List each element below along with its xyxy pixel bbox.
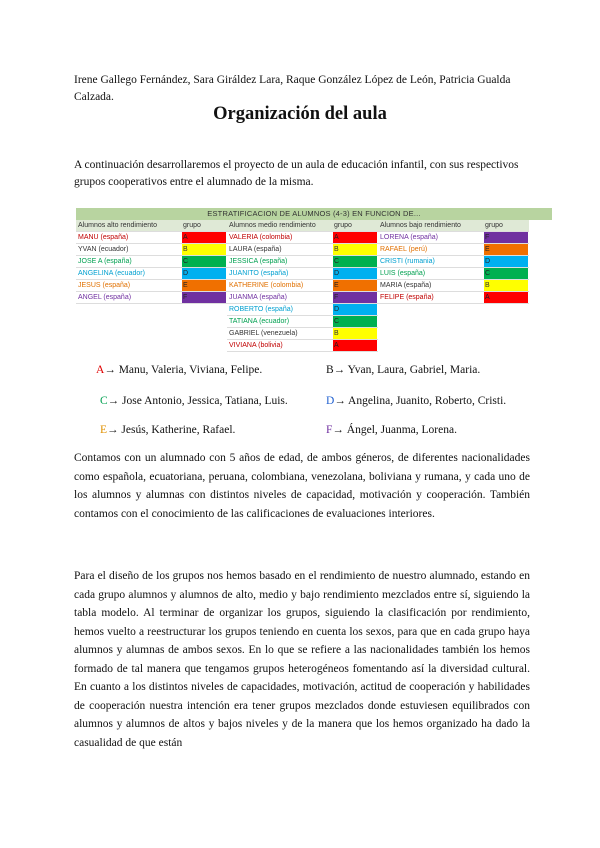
legend-text: → Jesús, Katherine, Rafael. [107, 424, 236, 436]
table-row [378, 256, 529, 268]
student-name: LAURA (españa) [229, 246, 282, 253]
table-row [378, 268, 529, 280]
body-paragraph-1: Contamos con un alumnado con 5 años de edad, de ambos géneros, de diferentes nacionalidades como española, ecuatoriana, peruana, colombiana, venezolana, boliviana y rumana, y cada uno de los alumnos y alumnas con distintos niveles de capacidad, motivación y cooperación. También contamos con el conocimiento de las calificaciones de evaluaciones interiores. [74, 452, 530, 520]
student-name: LUIS (españa) [380, 270, 426, 277]
stratification-table [76, 208, 552, 352]
legend-item-e [100, 424, 235, 436]
group-cell: A [333, 340, 377, 351]
table-columns [76, 220, 552, 352]
table-row [378, 280, 529, 292]
table-row [76, 292, 227, 304]
student-name: ANGELINA (ecuador) [78, 270, 145, 277]
column-header-row [227, 220, 378, 232]
legend-item-d [326, 395, 506, 407]
legend-letter: A [96, 364, 105, 376]
student-name: TATIANA (ecuador) [229, 318, 290, 325]
group-cell: D [333, 304, 377, 315]
authors: Irene Gallego Fernández, Sara Giráldez Lara, Raque González López de León, Patricia Gualda Calzada. [74, 74, 511, 103]
table-row [76, 268, 227, 280]
legend-letter: B [326, 364, 334, 376]
table-row [76, 280, 227, 292]
legend-text: → Angelina, Juanito, Roberto, Cristi. [334, 395, 507, 407]
student-name: ANGEL (españa) [78, 294, 132, 301]
group-cell: A [182, 232, 226, 243]
legend-text: → Ángel, Juanma, Lorena. [332, 424, 457, 436]
table-row [227, 316, 378, 328]
table-row [76, 256, 227, 268]
table-column [378, 220, 529, 352]
legend-letter: C [100, 395, 108, 407]
group-cell: C [182, 256, 226, 267]
table-row [378, 232, 529, 244]
student-name: ROBERTO (españa) [229, 306, 293, 313]
legend-text: → Yvan, Laura, Gabriel, Maria. [333, 364, 481, 376]
table-column [76, 220, 227, 352]
group-cell: B [484, 280, 528, 291]
student-name: JESUS (españa) [78, 282, 131, 289]
legend-letter: D [326, 395, 335, 407]
student-name: GABRIEL (venezuela) [229, 330, 298, 337]
legend-text: → Jose Antonio, Jessica, Tatiana, Luis. [107, 395, 288, 407]
group-cell: A [333, 232, 377, 243]
group-cell: E [333, 280, 377, 291]
student-name: JOSE A (españa) [78, 258, 132, 265]
student-name: JESSICA (españa) [229, 258, 288, 265]
group-cell: D [182, 268, 226, 279]
legend-item-f [326, 424, 457, 436]
student-name: MARIA (españa) [380, 282, 432, 289]
group-cell: A [484, 292, 528, 303]
group-cell: E [182, 280, 226, 291]
group-cell: E [484, 244, 528, 255]
table-row [76, 232, 227, 244]
table-row [227, 292, 378, 304]
student-name: VALERIA (colombia) [229, 234, 293, 241]
column-title: Alumnos medio rendimiento [229, 222, 316, 229]
student-name: MANU (españa) [78, 234, 129, 241]
student-name: CRISTI (rumania) [380, 258, 435, 265]
group-cell: D [333, 268, 377, 279]
table-row [76, 244, 227, 256]
legend-item-c [100, 395, 288, 407]
student-name: KATHERINE (colombia) [229, 282, 304, 289]
table-header: ESTRATIFICACION DE ALUMNOS (4-3) EN FUNCION DE... [76, 208, 552, 220]
group-cell: F [333, 292, 377, 303]
group-cell: B [182, 244, 226, 255]
group-cell: B [333, 328, 377, 339]
student-name: RAFAEL (perú) [380, 246, 428, 253]
group-cell: F [182, 292, 226, 303]
group-column-title: grupo [334, 222, 352, 229]
student-name: LORENA (españa) [380, 234, 438, 241]
table-row [227, 340, 378, 352]
column-title: Alumnos alto rendimiento [78, 222, 157, 229]
table-row [378, 292, 529, 304]
student-name: YVAN (ecuador) [78, 246, 129, 253]
page-title: Organización del aula [213, 104, 387, 124]
student-name: JUANMA (españa) [229, 294, 287, 301]
column-title: Alumnos bajo rendimiento [380, 222, 461, 229]
column-header-row [378, 220, 529, 232]
body-paragraph-2: Para el diseño de los grupos nos hemos basado en el rendimiento de nuestro alumnado, estando en cada grupo alumnos y alumnos de alto, medio y bajo rendimiento mezclados entre sí, siguiendo la tabla modelo. Al terminar de organizar los grupos, siguiendo la clasificación por rendimiento, hemos vuelto a reestructurar los grupos teniendo en cuenta los sexos, para que en cada grupo haya alumnos y alumnas de ambos sexos. En lo que se refiere a las nacionalidades también los hemos formado de tal manera que tengamos grupos heterogéneos fomentando así la diversidad cultural. En cuanto a los distintos niveles de capacidades, motivación, actitud de cooperación y habilidades de cooperación nuestra intención era tener grupos mezclados donde estuviesen equilibrados con alumnos y alumnos de altos y bajos niveles y de la manera que los hemos organizado ha dado la casualidad de que están [74, 570, 530, 749]
table-column [227, 220, 378, 352]
student-name: JUANITO (españa) [229, 270, 289, 277]
group-cell: C [484, 268, 528, 279]
group-cell: B [333, 244, 377, 255]
table-row [227, 256, 378, 268]
table-row [378, 244, 529, 256]
legend-item-b [326, 364, 480, 376]
group-cell: D [484, 256, 528, 267]
legend-text: → Manu, Valeria, Viviana, Felipe. [104, 364, 263, 376]
group-cell: C [333, 316, 377, 327]
group-cell: F [484, 232, 528, 243]
table-row [227, 268, 378, 280]
group-column-title: grupo [485, 222, 503, 229]
table-row [227, 328, 378, 340]
table-row [227, 232, 378, 244]
legend-letter: F [326, 424, 333, 436]
student-name: FELIPE (españa) [380, 294, 434, 301]
table-row [227, 304, 378, 316]
group-cell: C [333, 256, 377, 267]
intro-paragraph: A continuación desarrollaremos el proyecto de un aula de educación infantil, con sus respectivos grupos cooperativos entre el alumnado de la misma. [74, 159, 519, 188]
legend-letter: E [100, 424, 108, 436]
legend-item-a [96, 364, 262, 376]
column-header-row [76, 220, 227, 232]
table-row [227, 244, 378, 256]
group-column-title: grupo [183, 222, 201, 229]
student-name: VIVIANA (bolivia) [229, 342, 283, 349]
table-row [227, 280, 378, 292]
